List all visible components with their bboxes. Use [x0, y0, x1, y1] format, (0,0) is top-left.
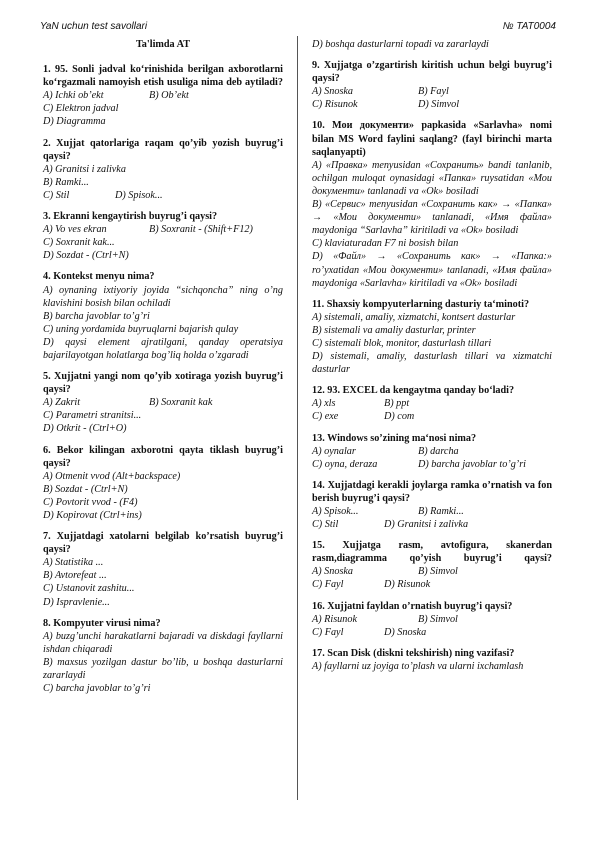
question-text: 3. Ekranni kengaytirish buyrug’i qaysi?: [43, 211, 218, 223]
option-c: C) sistemali blok, monitor, dasturlash tillari: [312, 337, 492, 349]
option-d: D) sistemali, amaliy, dasturlash tillari va xizmatchi dasturlar: [312, 351, 552, 376]
option-c: C) Stil: [43, 189, 70, 201]
option-b: B) Ramki...: [43, 176, 89, 188]
option-a: A) Snoska: [312, 566, 354, 578]
question-text: 1. 95. Sonli jadval ko‘rinishida berilgan axborotlarni ko‘rgazmali namoyish etish usuliga nima deb aytiladi?: [43, 64, 283, 89]
option-d: D) Diagramma: [43, 116, 106, 128]
option-d: D) Sozdat - (Ctrl+N): [43, 250, 129, 262]
question-text: 5. Xujjatni yangi nom qo’yib xotiraga yozish buyrug’i qaysi?: [43, 371, 283, 396]
question-14: [312, 479, 552, 531]
option-b: B) Fayl: [418, 86, 449, 98]
option-a: A) Otmenit vvod (Alt+backspace): [43, 470, 181, 482]
option-c: C) Elektron jadval: [43, 103, 119, 115]
question-13: [312, 432, 552, 471]
question-3: [43, 210, 283, 262]
option-d: D) barcha javoblar to’g’ri: [418, 458, 526, 470]
option-d: D) Spisok...: [115, 189, 163, 201]
option-a: A) xls: [312, 398, 336, 410]
option-c: C) Povtorit vvod - (F4): [43, 496, 138, 508]
question-17: [312, 647, 552, 673]
option-b: B) sistemali va amaliy dasturlar, printer: [312, 324, 476, 336]
option-d: D) Kopirovat (Ctrl+ins): [43, 510, 142, 521]
option-d: D) «Файл» → «Сохранить как» → «Папка:» ro’yxatidan «Мои документи» tanlanadi, «Имя файла» maydoniga «Sarlavha» kiritiladi va «Ok» bosiladi: [312, 251, 552, 289]
option-b: B) barcha javoblar to’g’ri: [43, 310, 150, 322]
option-d: D) Snoska: [384, 626, 427, 638]
question-text: 9. Xujjatga o’zgartirish kiritish uchun belgi buyrug’i qaysi?: [312, 60, 552, 85]
question-5: [43, 370, 283, 435]
option-b: B) ppt: [384, 398, 410, 410]
option-c: C) Parametri stranitsi...: [43, 410, 142, 422]
option-b: B) Avtorefeat ...: [43, 570, 107, 582]
question-16: [312, 600, 552, 639]
option-b: B) Ob’ekt: [149, 90, 189, 102]
question-8: [43, 617, 283, 696]
question-text: 12. 93. EXCEL da kengaytma qanday bo‘ladi?: [312, 385, 515, 397]
option-b: B) «Сервис» menyusidan «Сохранить как» → «Папка» → «Мои документи» tanlanadi, «Имя файла» maydoniga “Sarlavha” kiritiladi va «Ok» bosiladi: [312, 199, 552, 237]
question-text: 13. Windows so’zining ma‘nosi nima?: [312, 432, 477, 444]
question-text: 11. Shaxsiy kompyuterlarning dasturiy ta‘minoti?: [312, 298, 530, 310]
option-d: D) boshqa dasturlarni topadi va zararlaydi: [312, 39, 489, 50]
option-d: D) Otkrit - (Ctrl+O): [43, 423, 127, 435]
question-text: 10. Мои документи» papkasida «Sarlavha» nomi bilan MS Word faylini saqlang? (fayl birinchi marta saqlanyapti): [312, 120, 552, 158]
option-c: C) klaviaturadan F7 ni bosish bilan: [312, 238, 459, 250]
option-a: A) fayllarni uz joyiga to’plash va ularni ixchamlash: [312, 660, 524, 672]
option-c: C) Stil: [312, 519, 339, 531]
right-column: [312, 38, 552, 681]
page-header: [40, 21, 556, 35]
option-a: A) Ichki ob’ekt: [43, 90, 104, 102]
option-d: D) Risunok: [384, 579, 431, 591]
question-text: 6. Bekor kilingan axborotni qayta tiklash buyrug’i qaysi?: [43, 444, 283, 469]
question-text: 16. Xujjatni fayldan o’rnatish buyrug’i qaysi?: [312, 600, 513, 612]
option-c: C) Soxranit kak...: [43, 237, 115, 249]
question-text: 2. Xujjat qatorlariga raqam qo’yib yozish buyrug’i qaysi?: [43, 137, 283, 162]
option-a: A) buzg’unchi harakatlarni bajaradi va diskdagi fayllarni ishdan chiqaradi: [43, 630, 283, 655]
question-text: 7. Xujjatdagi xatolarni belgilab ko’rsatish buyrug’i qaysi?: [43, 531, 283, 556]
option-b: B) darcha: [418, 445, 459, 457]
option-d: D) Simvol: [418, 99, 460, 111]
question-15: [312, 539, 552, 591]
option-a: A) oynaning ixtiyoriy joyida “sichqoncha” ning o’ng klavishini bosish bilan ochiladi: [43, 284, 283, 309]
option-c: C) Fayl: [312, 626, 344, 638]
question-6: [43, 444, 283, 523]
option-c: C) barcha javoblar to’g’ri: [43, 683, 151, 695]
header-left-text: YaN uchun test savollari: [40, 21, 148, 32]
question-11: [312, 298, 552, 377]
question-text: 14. Xujjatdagi kerakli joylarga ramka o’rnatish va fon berish buyrug’i qaysi?: [312, 479, 552, 504]
option-b: B) Soxranit - (Shift+F12): [149, 224, 253, 236]
option-b: B) Soxranit kak: [149, 397, 213, 409]
option-a: A) Spisok...: [312, 506, 359, 517]
option-b: B) Ramki...: [418, 506, 464, 517]
question-1: [43, 63, 283, 128]
question-8-continued: [312, 38, 552, 51]
question-text: 4. Kontekst menyu nima?: [43, 271, 155, 283]
column-divider: [297, 36, 298, 800]
question-12: [312, 384, 552, 423]
option-d: D) Ispravlenie...: [43, 596, 110, 608]
option-b: B) Simvol: [418, 613, 458, 625]
left-column: [43, 38, 283, 703]
document-title: Ta'limda AT: [135, 39, 191, 50]
option-b: B) Sozdat - (Ctrl+N): [43, 483, 128, 495]
option-d: D) Granitsi i zalivka: [384, 519, 469, 531]
option-a: A) Granitsi i zalivka: [43, 163, 126, 175]
option-a: A) «Правка» menyusidan «Сохранить» bandi tanlanib, ochilgan muloqat oynasidagi «Папка» ruysatidan «Мои документи» tanlanadi va «Ok» bosiladi: [312, 159, 552, 197]
question-2: [43, 137, 283, 202]
question-text: 8. Kompyuter virusi nima?: [43, 617, 161, 629]
option-a: A) Statistika ...: [43, 557, 104, 569]
option-c: C) Fayl: [312, 579, 344, 591]
option-d: D) qaysi element ajratilgani, qanday operatsiya bajarilayotgan holatlarga bog’liq holda o’zgaradi: [43, 336, 283, 361]
option-c: C) uning yordamida buyruqlarni bajarish qulay: [43, 323, 239, 335]
option-c: C) Risunok: [312, 99, 358, 111]
option-a: A) oynalar: [312, 445, 356, 457]
question-text: 15. Xujjatga rasm, avtofigura, skanerdan rasm,diagramma qo’yish buyrug’i qaysi?: [312, 540, 552, 565]
question-4: [43, 270, 283, 362]
question-text: 17. Scan Disk (diskni tekshirish) ning vazifasi?: [312, 647, 515, 659]
option-b: B) Simvol: [418, 566, 458, 578]
option-a: A) Vo ves ekran: [43, 224, 107, 236]
option-a: A) Risunok: [312, 613, 357, 625]
question-10: [312, 119, 552, 289]
question-9: [312, 59, 552, 111]
option-a: A) sistemali, amaliy, xizmatchi, kontsert dasturlar: [312, 311, 516, 323]
option-c: C) oyna, deraza: [312, 458, 378, 470]
option-a: A) Snoska: [312, 86, 354, 98]
option-c: C) exe: [312, 411, 339, 423]
option-a: A) Zakrit: [43, 397, 81, 409]
option-b: B) maxsus yozilgan dastur bo’lib, u boshqa dasturlarni zararlaydi: [43, 656, 283, 682]
question-7: [43, 530, 283, 609]
option-c: C) Ustanovit zashitu...: [43, 583, 135, 595]
header-test-number: № TAT0004: [502, 21, 556, 32]
option-d: D) com: [384, 411, 415, 423]
